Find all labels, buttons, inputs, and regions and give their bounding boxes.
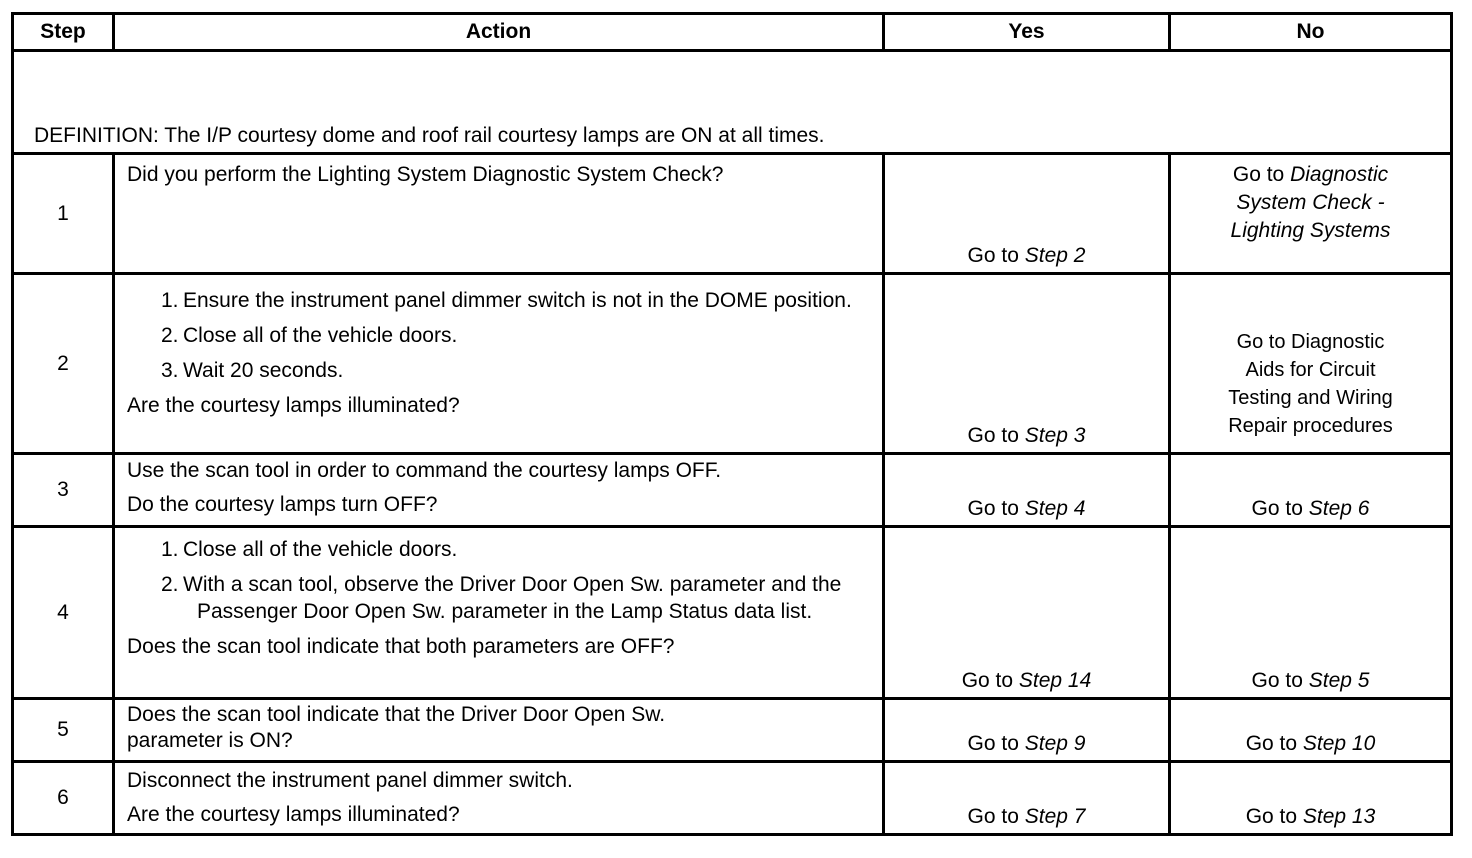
action-cell [114,762,884,835]
no-prefix: Go to [1232,163,1291,186]
action-question: Does the scan tool indicate that both parameters are OFF? [127,635,675,658]
action-question: Are the courtesy lamps illuminated? [127,803,460,826]
action-cell [114,454,884,527]
action-cell [114,699,884,762]
no-cell [1170,154,1452,274]
definition-cell [13,51,1452,154]
yes-step-ref: Step 4 [1024,497,1086,520]
action-step-item: 1. Close all of the vehicle doors. [161,538,458,561]
action-steps [127,287,872,384]
yes-prefix: Go to [967,732,1025,755]
definition-row [13,51,1452,154]
no-line3: Testing and Wiring [1228,386,1393,409]
step-number: 6 [13,762,114,835]
step-number: 3 [13,454,114,527]
no-cell [1170,454,1452,527]
yes-cell [884,699,1170,762]
table-row [13,454,1452,527]
no-cell [1170,527,1452,699]
header-row [13,14,1452,51]
no-prefix: Go to [1245,805,1303,828]
action-step-item: 1. Ensure the instrument panel dimmer switch is not in the DOME position. [161,289,852,312]
yes-prefix: Go to [967,497,1025,520]
step-number: 1 [13,154,114,274]
action-question: Do the courtesy lamps turn OFF? [127,493,438,516]
no-cell [1170,274,1452,454]
action-question: Does the scan tool indicate that the Driver Door Open Sw. parameter is ON? [127,703,666,752]
no-step-ref: Step 6 [1308,497,1370,520]
yes-prefix: Go to [961,669,1019,692]
no-prefix: Go to [1251,669,1309,692]
header-step: Step [13,14,114,51]
no-line2: Aids for Circuit [1245,358,1376,381]
action-instruction: Disconnect the instrument panel dimmer switch. [127,769,573,792]
action-instruction: Use the scan tool in order to command the courtesy lamps OFF. [127,459,722,482]
table-row [13,274,1452,454]
yes-cell [884,762,1170,835]
no-cell [1170,762,1452,835]
no-line1: Go to Diagnostic [1236,330,1385,353]
yes-step-ref: Step 14 [1018,669,1092,692]
yes-step-ref: Step 3 [1024,424,1086,447]
no-ref-line2: System Check - [1236,191,1385,214]
yes-prefix: Go to [967,244,1025,267]
action-cell [114,154,884,274]
no-line4: Repair procedures [1228,414,1393,437]
yes-prefix: Go to [967,424,1025,447]
header-action: Action [114,14,884,51]
step-number: 4 [13,527,114,699]
yes-cell [884,527,1170,699]
action-step-item: 3. Wait 20 seconds. [161,359,344,382]
table-row [13,527,1452,699]
action-step-item: 2. With a scan tool, observe the Driver Door Open Sw. parameter and the Passenger Door Open Sw. parameter in the Lamp Status data list. [161,573,842,623]
table-row [13,699,1452,762]
action-question: Did you perform the Lighting System Diagnostic System Check? [127,163,724,186]
no-step-ref: Step 13 [1302,805,1376,828]
no-ref-line3: Lighting Systems [1230,219,1391,242]
table-row [13,762,1452,835]
step-number: 5 [13,699,114,762]
yes-cell [884,274,1170,454]
no-cell [1170,699,1452,762]
no-step-ref: Step 5 [1308,669,1370,692]
yes-step-ref: Step 2 [1024,244,1086,267]
no-step-ref: Step 10 [1302,732,1376,755]
yes-step-ref: Step 7 [1024,805,1086,828]
diagnostic-table [11,12,1453,836]
header-yes: Yes [884,14,1170,51]
action-question: Are the courtesy lamps illuminated? [127,394,460,417]
table-row [13,154,1452,274]
definition-text: DEFINITION: The I/P courtesy dome and roof rail courtesy lamps are ON at all times. [34,124,825,147]
action-cell [114,527,884,699]
yes-prefix: Go to [967,805,1025,828]
yes-cell [884,454,1170,527]
yes-cell [884,154,1170,274]
no-prefix: Go to [1251,497,1309,520]
header-no: No [1170,14,1452,51]
yes-step-ref: Step 9 [1024,732,1086,755]
no-prefix: Go to [1245,732,1303,755]
no-ref-line1: Diagnostic [1290,163,1389,186]
action-step-item: 2. Close all of the vehicle doors. [161,324,458,347]
action-steps [127,536,872,625]
step-number: 2 [13,274,114,454]
action-cell [114,274,884,454]
